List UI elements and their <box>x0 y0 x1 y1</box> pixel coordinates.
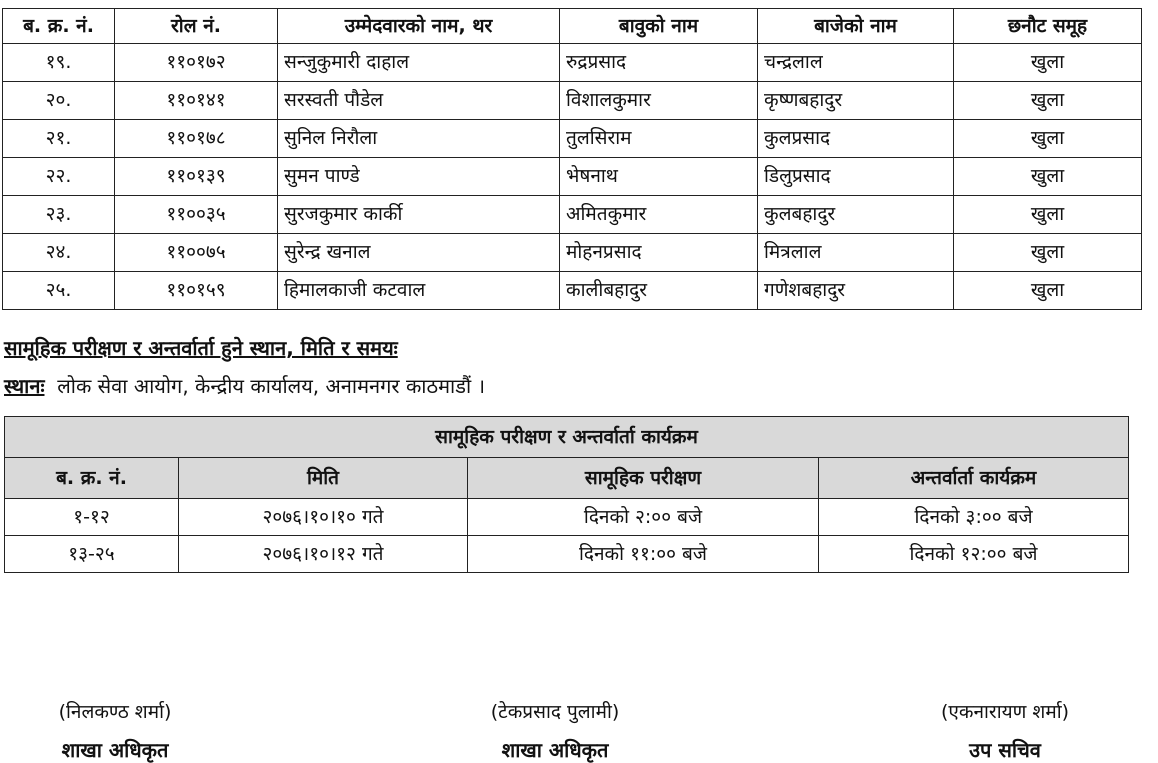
group-cell: खुला <box>954 158 1142 196</box>
group-cell: खुला <box>954 196 1142 234</box>
serial-cell: २४. <box>3 234 115 272</box>
schedule-row <box>5 499 1129 536</box>
schedule-date-cell: २०७६।१०।१२ गते <box>179 536 468 573</box>
name-cell: सुनिल निरौला <box>278 120 560 158</box>
schedule-group-test-cell: दिनको २:०० बजे <box>468 499 819 536</box>
roll-cell: ११०१३९ <box>115 158 278 196</box>
signatory-title: शाखा अधिकृत <box>61 738 169 762</box>
serial-cell: २३. <box>3 196 115 234</box>
schedule-interview-cell: दिनको १२:०० बजे <box>819 536 1129 573</box>
name-cell: सुरजकुमार कार्की <box>278 196 560 234</box>
name-cell: सन्जुकुमारी दाहाल <box>278 44 560 82</box>
signatory-2 <box>450 698 660 763</box>
venue-label: स्थानः <box>4 374 45 398</box>
schedule-row <box>5 536 1129 573</box>
signatory-name: (एकनारायण शर्मा) <box>940 701 1070 723</box>
candidate-table <box>2 8 1142 310</box>
name-cell: सुमन पाण्डे <box>278 158 560 196</box>
grandfather-cell: मित्रलाल <box>758 234 954 272</box>
schedule-table <box>4 416 1129 573</box>
serial-cell: १९. <box>3 44 115 82</box>
table-row <box>3 120 1142 158</box>
signatory-name: (टेकप्रसाद पुलामी) <box>490 701 620 723</box>
group-cell: खुला <box>954 272 1142 310</box>
serial-cell: २१. <box>3 120 115 158</box>
roll-cell: ११००७५ <box>115 234 278 272</box>
schedule-header-row <box>5 458 1129 499</box>
father-cell: रुद्रप्रसाद <box>560 44 758 82</box>
col-grandfather-header: बाजेको नाम <box>758 9 954 44</box>
group-cell: खुला <box>954 120 1142 158</box>
name-cell: सरस्वती पौडेल <box>278 82 560 120</box>
grandfather-cell: कुलबहादुर <box>758 196 954 234</box>
col-group-header: छनौट समूह <box>954 9 1142 44</box>
schedule-serial-cell: १-१२ <box>5 499 179 536</box>
father-cell: भेषनाथ <box>560 158 758 196</box>
table-row <box>3 44 1142 82</box>
serial-cell: २२. <box>3 158 115 196</box>
roll-cell: ११०१५९ <box>115 272 278 310</box>
roll-cell: ११००३५ <box>115 196 278 234</box>
father-cell: तुलसिराम <box>560 120 758 158</box>
col-serial-header: ब. क्र. नं. <box>3 9 115 44</box>
grandfather-cell: कृष्णबहादुर <box>758 82 954 120</box>
col-name-header: उम्मेदवारको नाम, थर <box>278 9 560 44</box>
grandfather-cell: चन्द्रलाल <box>758 44 954 82</box>
schedule-serial-header: ब. क्र. नं. <box>5 458 179 499</box>
col-roll-header: रोल नं. <box>115 9 278 44</box>
father-cell: मोहनप्रसाद <box>560 234 758 272</box>
venue-line <box>4 372 485 399</box>
schedule-group-test-header: सामूहिक परीक्षण <box>468 458 819 499</box>
father-cell: कालीबहादुर <box>560 272 758 310</box>
signatory-1 <box>20 698 210 763</box>
table-row <box>3 82 1142 120</box>
signatory-name: (निलकण्ठ शर्मा) <box>58 701 172 723</box>
signatory-title: शाखा अधिकृत <box>501 738 609 762</box>
schedule-caption: सामूहिक परीक्षण र अन्तर्वार्ता कार्यक्रम <box>5 417 1129 458</box>
serial-cell: २०. <box>3 82 115 120</box>
col-father-header: बावुको नाम <box>560 9 758 44</box>
roll-cell: ११०१७८ <box>115 120 278 158</box>
grandfather-cell: डिलुप्रसाद <box>758 158 954 196</box>
table-row <box>3 272 1142 310</box>
father-cell: विशालकुमार <box>560 82 758 120</box>
group-cell: खुला <box>954 44 1142 82</box>
signatory-title: उप सचिव <box>969 738 1041 762</box>
table-row <box>3 234 1142 272</box>
group-cell: खुला <box>954 82 1142 120</box>
schedule-interview-header: अन्तर्वार्ता कार्यक्रम <box>819 458 1129 499</box>
name-cell: हिमालकाजी कटवाल <box>278 272 560 310</box>
schedule-date-header: मिति <box>179 458 468 499</box>
father-cell: अमितकुमार <box>560 196 758 234</box>
group-cell: खुला <box>954 234 1142 272</box>
roll-cell: ११०१४१ <box>115 82 278 120</box>
signatory-3 <box>905 698 1105 763</box>
schedule-interview-cell: दिनको ३:०० बजे <box>819 499 1129 536</box>
table-row <box>3 158 1142 196</box>
serial-cell: २५. <box>3 272 115 310</box>
schedule-group-test-cell: दिनको ११:०० बजे <box>468 536 819 573</box>
roll-cell: ११०१७२ <box>115 44 278 82</box>
grandfather-cell: कुलप्रसाद <box>758 120 954 158</box>
venue-text: लोक सेवा आयोग, केन्द्रीय कार्यालय, अनामनगर काठमाडौं । <box>57 374 486 398</box>
schedule-date-cell: २०७६।१०।१० गते <box>179 499 468 536</box>
table-header-row <box>3 9 1142 44</box>
name-cell: सुरेन्द्र खनाल <box>278 234 560 272</box>
venue-heading: सामूहिक परीक्षण र अन्तर्वार्ता हुने स्थान, मिति र समयः <box>4 336 398 360</box>
grandfather-cell: गणेशबहादुर <box>758 272 954 310</box>
schedule-serial-cell: १३-२५ <box>5 536 179 573</box>
table-row <box>3 196 1142 234</box>
schedule-caption-row <box>5 417 1129 458</box>
